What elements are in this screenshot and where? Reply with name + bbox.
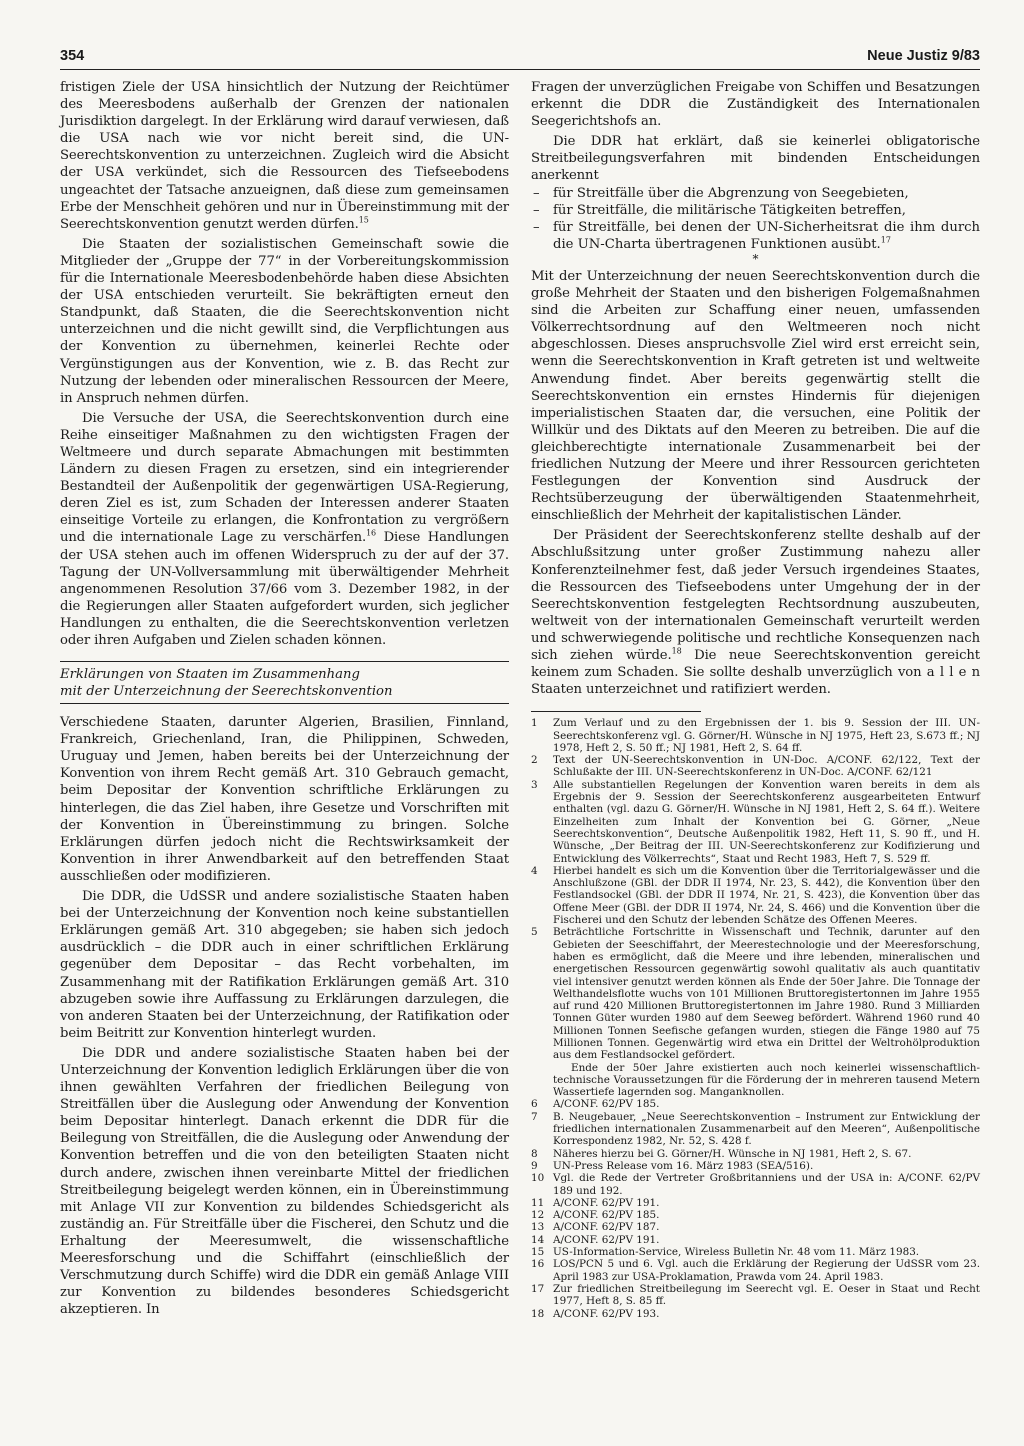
footnote — [531, 1308, 980, 1320]
footnote — [531, 1172, 980, 1197]
footnote-number: 1 — [531, 717, 538, 730]
left-column — [60, 79, 509, 1320]
footnote-text: B. Neugebauer, „Neue Seerechtskonvention – Instrument zur Entwicklung der friedlichen internationalen Zusammenarbeit auf den Meeren“, Außenpolitische Korrespondenz 1982, Nr. 52, S. 428 f. — [553, 1110, 980, 1148]
footnote-text: A/CONF. 62/PV 191. — [553, 1233, 660, 1246]
footnote — [531, 1234, 980, 1246]
footnote-text: LOS/PCN 5 und 6. Vgl. auch die Erklärung der Regierung der UdSSR vom 23. April 1983 zur USA-Proklamation, Prawda vom 24. April 1983. — [553, 1258, 980, 1283]
dash-list — [531, 185, 980, 253]
footnote-text: Alle substantiellen Regelungen der Konvention waren bereits in dem als Ergebnis der 9. Session der Seerechtskonferenz ausgearbeiteten Entwurf enthalten (vgl. dazu G. Görner/H. Wünsche in NJ 1981, Heft 2, S. 64 ff.). Weitere Einzelheiten zum Inhalt der Konvention bei G. Görner, „Neue Seerechtskonvention“, Deutsche Außenpolitik 1982, Heft 11, S. 90 ff., und H. Wünsche, „Der Beitrag der III. UN-Seerechtskonferenz zur Kodifizierung und Entwicklung des Völkerrechts“, Staat und Recht 1983, Heft 7, S. 529 ff. — [553, 778, 980, 865]
footnote — [531, 1148, 980, 1160]
footnote-number: 11 — [531, 1196, 545, 1209]
footnote-number: 5 — [531, 926, 538, 939]
footnote-number: 17 — [531, 1282, 545, 1295]
footnote-number: 15 — [531, 1246, 545, 1259]
footnote-number: 2 — [531, 754, 538, 767]
footnote-text: A/CONF. 62/PV 193. — [553, 1307, 660, 1320]
footnote-number: 14 — [531, 1233, 545, 1246]
footnotes — [531, 717, 980, 1320]
footnote — [531, 1246, 980, 1258]
footnote — [531, 1098, 980, 1110]
footnote-text: US-Information-Service, Wireless Bulletin Nr. 48 vom 11. März 1983. — [553, 1246, 920, 1259]
footnote-ref[interactable]: 16 — [366, 529, 377, 539]
footnote — [531, 865, 980, 926]
journal-issue: Neue Justiz 9/83 — [867, 48, 980, 64]
paragraph: Die Staaten der sozialistischen Gemeinschaft sowie die Mitglieder der „Gruppe der 77“ in der Vorbereitungskommission für die Internationale Meeresbodenbehörde haben diese Absichten der USA entschieden verurteilt. Sie bekräftigten erneut den Standpunkt, daß Staaten, die die Seerechtskonvention nicht unterzeichnen und die nicht gewillt sind, die Verpflichtungen aus der Konvention zu übernehmen, keinerlei Rechte oder Vergünstigungen aus der Konvention, wie z. B. das Recht zur Nutzung der lebenden oder mineralischen Ressourcen der Meere, in Anspruch nehmen dürfen. — [60, 236, 509, 406]
footnote — [531, 1209, 980, 1221]
footnote — [531, 1197, 980, 1209]
footnote — [531, 779, 980, 865]
footnote-text: Näheres hierzu bei G. Görner/H. Wünsche in NJ 1981, Heft 2, S. 67. — [553, 1147, 912, 1160]
footnote-text: Zur friedlichen Streitbeilegung im Seerecht vgl. E. Oeser in Staat und Recht 1977, Heft 8, S. 85 ff. — [553, 1282, 980, 1308]
footnote — [531, 754, 980, 779]
footnote-text: Text der UN-Seerechtskonvention in UN-Doc. A/CONF. 62/122, Text der Schlußakte der III. UN-Seerechtskonferenz in UN-Doc. A/CONF. 62/121 — [553, 754, 980, 779]
footnote-number: 13 — [531, 1221, 545, 1234]
footnote-number: 7 — [531, 1110, 538, 1123]
footnote — [531, 1160, 980, 1172]
footnote-ref[interactable]: 15 — [358, 215, 369, 225]
list-item: – für Streitfälle, bei denen der UN-Sicherheitsrat die ihm durch die UN-Charta übertragenen Funktionen ausübt.$^{17}$ — [531, 219, 980, 253]
footnote-number: 4 — [531, 864, 538, 877]
footnote — [531, 1221, 980, 1233]
footnote-number: 8 — [531, 1147, 538, 1160]
footnote-text: Zum Verlauf und zu den Ergebnissen der 1. bis 9. Session der III. UN-Seerechtskonferenz vgl. G. Görner/H. Wünsche in NJ 1975, Heft 23, S.673 ff.; NJ 1978, Heft 2, S. 50 ff.; NJ 1981, Heft 2, S. 64 ff. — [553, 717, 980, 754]
footnote-text: A/CONF. 62/PV 185. — [553, 1209, 660, 1222]
footnote-number: 9 — [531, 1159, 538, 1172]
footnote-number: 16 — [531, 1258, 545, 1271]
footnote-text: UN-Press Release vom 16. März 1983 (SEA/516). — [553, 1159, 814, 1172]
paragraph: Die DDR hat erklärt, daß sie keinerlei obligatorische Streitbeilegungsverfahren mit bindenden Entscheidungen anerkennt — [531, 134, 980, 184]
footnote — [531, 717, 980, 754]
footnote-number: 3 — [531, 778, 538, 791]
footnote-ref[interactable]: 18 — [671, 646, 682, 656]
footnote-number: 10 — [531, 1172, 545, 1185]
footnote-number: 18 — [531, 1307, 545, 1320]
footnote — [531, 926, 980, 1061]
footnote-ref[interactable]: 17 — [880, 235, 891, 245]
paragraph: Der Präsident der Seerechtskonferenz stellte deshalb auf der Abschlußsitzung unter großer Zustimmung nahezu aller Konferenzteilnehmer fest, daß jeder Versuch irgendeines Staates, die Ressourcen des Tiefseebodens unter Umgehung der in der Seerechtskonvention festgelegten Rechtsordnung auszubeuten, weltweit von der internationalen Gemeinschaft verurteilt werden und schwerwiegende politische und rechtliche Konsequenzen nach sich ziehen würde.$^{18}$ Die neue Seerechtskonvention gereicht keinem zum Schaden. Sie sollte deshalb unverzüglich von a l l e n Staaten unterzeichnet und ratifiziert werden. — [531, 528, 981, 698]
paragraph: Fragen der unverzüglichen Freigabe von Schiffen und Besatzungen erkennt die DDR die Zuständigkeit des Internationalen Seegerichtshofs an. — [531, 80, 980, 130]
footnote-text: A/CONF. 62/PV 187. — [553, 1221, 660, 1234]
footnote — [531, 1283, 980, 1308]
page — [60, 48, 980, 1320]
section-separator: * — [752, 251, 759, 266]
paragraph: Mit der Unterzeichnung der neuen Seerechtskonvention durch die große Mehrheit der Staaten und den bisherigen Folgemaßnahmen sind die Arbeiten zur Schaffung einer neuen, umfassenden Völkerrechtsordnung auf den Weltmeeren noch nicht abgeschlossen. Dieses anspruchsvolle Ziel wird erst erreicht sein, wenn die Seerechtskonvention in Kraft getreten ist und weltweite Anwendung findet. Aber bereits gegenwärtig stellt die Seerechtskonvention ein ernstes Hindernis für diejenigen imperialistischen Staaten dar, die versuchen, eine Politik der Willkür und des Diktats auf den Meeren zu betreiben. Die auf die gleichberechtigte internationale Zusammenarbeit bei der friedlichen Nutzung der Meere und ihrer Ressourcen gerichteten Festlegungen der Konvention sind Ausdruck der Rechtsüberzeugung der überwältigenden Staatenmehrheit, einschließlich der Mehrheit der kapitalistischen Länder. — [531, 268, 980, 524]
footnote-text: Beträchtliche Fortschritte in Wissenschaft und Technik, darunter auf den Gebieten der Seeschiffahrt, der Meerestechnologie und der Meeresforschung, haben es ermöglicht, daß die Meere und ihre lebenden, mineralischen und energetischen Ressourcen gegenwärtig sowohl qualitativ als auch quantitativ viel intensiver genutzt werden können als Ende der 50er Jahre. Die Tonnage der Welthandelsflotte wuchs von 101 Millionen Bruttoregistertonnen im Jahre 1955 auf rund 420 Millionen Bruttoregistertonnen im Jahre 1980. Rund 3 Milliarden Tonnen Güter wurden 1980 auf dem Seeweg befördert. Während 1960 rund 40 Millionen Tonnen Seefische gefangen wurden, stiegen die Fänge 1980 auf 75 Millionen Tonnen. Gegenwärtig wird etwa ein Drittel der Weltrohölproduktion aus dem Festlandsockel gefördert. — [553, 926, 980, 1062]
paragraph: fristigen Ziele der USA hinsichtlich der Nutzung der Reichtümer des Meeresbodens außerhalb der Grenzen der nationalen Jurisdiktion dargelegt. In der Erklärung wird darauf verwiesen, daß die USA nach wie vor nicht bereit sind, die UN-Seerechtskonvention zu unterzeichnen. Zugleich wird die Absicht der USA verkündet, sich die Ressourcen des Tiefseebodens ungeachtet der Tatsache anzueignen, daß diese zum gemeinsamen Erbe der Menschheit gehören und nur in Übereinstimmung mit der Seerechtskonvention genutzt werden dürfen.$^{15}$ — [60, 80, 509, 232]
text-columns — [60, 79, 980, 1320]
footnote — [531, 1258, 980, 1283]
list-item: – für Streitfälle über die Abgrenzung von Seegebieten, — [531, 185, 980, 202]
footnote-text: A/CONF. 62/PV 191. — [553, 1196, 660, 1209]
section-heading: Erklärungen von Staaten im Zusammenhang mit der Unterzeichnung der Seerechtskonvention — [60, 661, 509, 704]
list-item: – für Streitfälle, die militärische Tätigkeiten betreffen, — [531, 202, 980, 219]
footnote-text: Ende der 50er Jahre existierten auch noch keinerlei wissenschaftlich-technische Voraussetzungen für die Förderung der in mehreren tausend Metern Wassertiefe lagernden sog. Manganknollen. — [553, 1061, 980, 1099]
paragraph: Die DDR, die UdSSR und andere sozialistische Staaten haben bei der Unterzeichnung der Konvention noch keine substantiellen Erklärungen gemäß Art. 310 abgegeben; sie haben sich jedoch ausdrücklich – die DDR auch in einer schriftlichen Erklärung gegenüber dem Depositar – das Recht vorbehalten, im Zusammenhang mit der Ratifikation Erklärungen gemäß Art. 310 abzugeben sowie ihre Auffassung zu Erklärungen darzulegen, die von anderen Staaten bei der Unterzeichnung, der Ratifikation oder beim Beitritt zur Konvention hinterlegt wurden. — [60, 889, 509, 1041]
footnote — [531, 1062, 980, 1099]
footnote — [531, 1111, 980, 1148]
footnote-number — [531, 1062, 553, 1099]
footnote-divider — [531, 711, 701, 712]
footnote-text: Hierbei handelt es sich um die Konvention über die Territorialgewässer und die Anschlußzone (GBl. der DDR II 1974, Nr. 23, S. 442), die Konvention über den Festlandsockel (GBl. der DDR II 1974, Nr. 21, S. 423), die Konvention über das Offene Meer (GBl. der DDR II 1974, Nr. 24, S. 466) und die Konvention über die Fischerei und den Schutz der lebenden Schätze des Offenen Meeres. — [553, 864, 980, 927]
page-header — [60, 48, 980, 70]
paragraph: Die Versuche der USA, die Seerechtskonvention durch eine Reihe einseitiger Maßnahmen zu den wichtigsten Fragen der Weltmeere und durch separate Abmachungen mit bestimmten Ländern zu diesen Fragen zu ersetzen, sind ein integrierender Bestandteil der Außenpolitik der gegenwärtigen USA-Regierung, deren Ziel es ist, zum Schaden der Interessen anderer Staaten einseitige Vorteile zu erlangen, die Konfrontation zu vergrößern und die internationale Lage zu verschärfen.$^{16}$ Diese Handlungen der USA stehen auch im offenen Widerspruch zu der auf der 37. Tagung der UN-Vollversammlung mit überwältigender Mehrheit angenommenen Resolution 37/66 vom 3. Dezember 1982, in der die Regierungen aller Staaten aufgefordert wurden, sich jeglicher Handlungen zu enthalten, die die Seerechtskonvention verletzen oder ihren Aufgaben und Zielen schaden können. — [60, 410, 509, 648]
paragraph: Verschiedene Staaten, darunter Algerien, Brasilien, Finnland, Frankreich, Griechenland, Iran, die Philippinen, Schweden, Uruguay und Jemen, haben bereits bei der Unterzeichnung der Konvention von ihrem Recht gemäß Art. 310 Gebrauch gemacht, beim Depositar der Konvention schriftliche Erklärungen zu hinterlegen, die das Ziel haben, ihre Gesetze und Vorschriften mit der Konvention in Übereinstimmung zu bringen. Solche Erklärungen dürfen jedoch nicht die Rechtswirksamkeit der Konvention in ihrer Anwendbarkeit auf den betreffenden Staat ausschließen oder modifizieren. — [60, 715, 509, 884]
footnote-text: Vgl. die Rede der Vertreter Großbritanniens und der USA in: A/CONF. 62/PV 189 und 192. — [553, 1172, 980, 1197]
footnote-text: A/CONF. 62/PV 185. — [553, 1098, 660, 1111]
footnote-number: 6 — [531, 1098, 538, 1111]
paragraph: Die DDR und andere sozialistische Staaten haben bei der Unterzeichnung der Konvention lediglich Erklärungen über die von ihnen gewählten Verfahren der friedlichen Beilegung von Streitfällen über die Auslegung oder Anwendung der Konvention beim Depositar hinterlegt. Danach erkennt die DDR für die Beilegung von Streitfällen, die die Auslegung oder Anwendung der Konvention betreffen und die von den beteiligten Staaten nicht durch andere, zwischen ihnen vereinbarte Mittel der friedlichen Streitbeilegung beigelegt werden können, ein in Übereinstimmung mit Anlage VII zur Konvention zu bildendes Schiedsgericht als zuständig an. Für Streitfälle über die Fischerei, den Schutz und die Erhaltung der Meeresumwelt, die wissenschaftliche Meeresforschung und die Schiffahrt (einschließlich der Verschmutzung durch Schiffe) wird die DDR ein gemäß Anlage VIII zur Konvention zu bildendes besonderes Schiedsgericht akzeptieren. In — [60, 1045, 509, 1318]
page-number: 354 — [60, 48, 85, 64]
right-column — [531, 79, 980, 1320]
footnote-number: 12 — [531, 1209, 545, 1222]
